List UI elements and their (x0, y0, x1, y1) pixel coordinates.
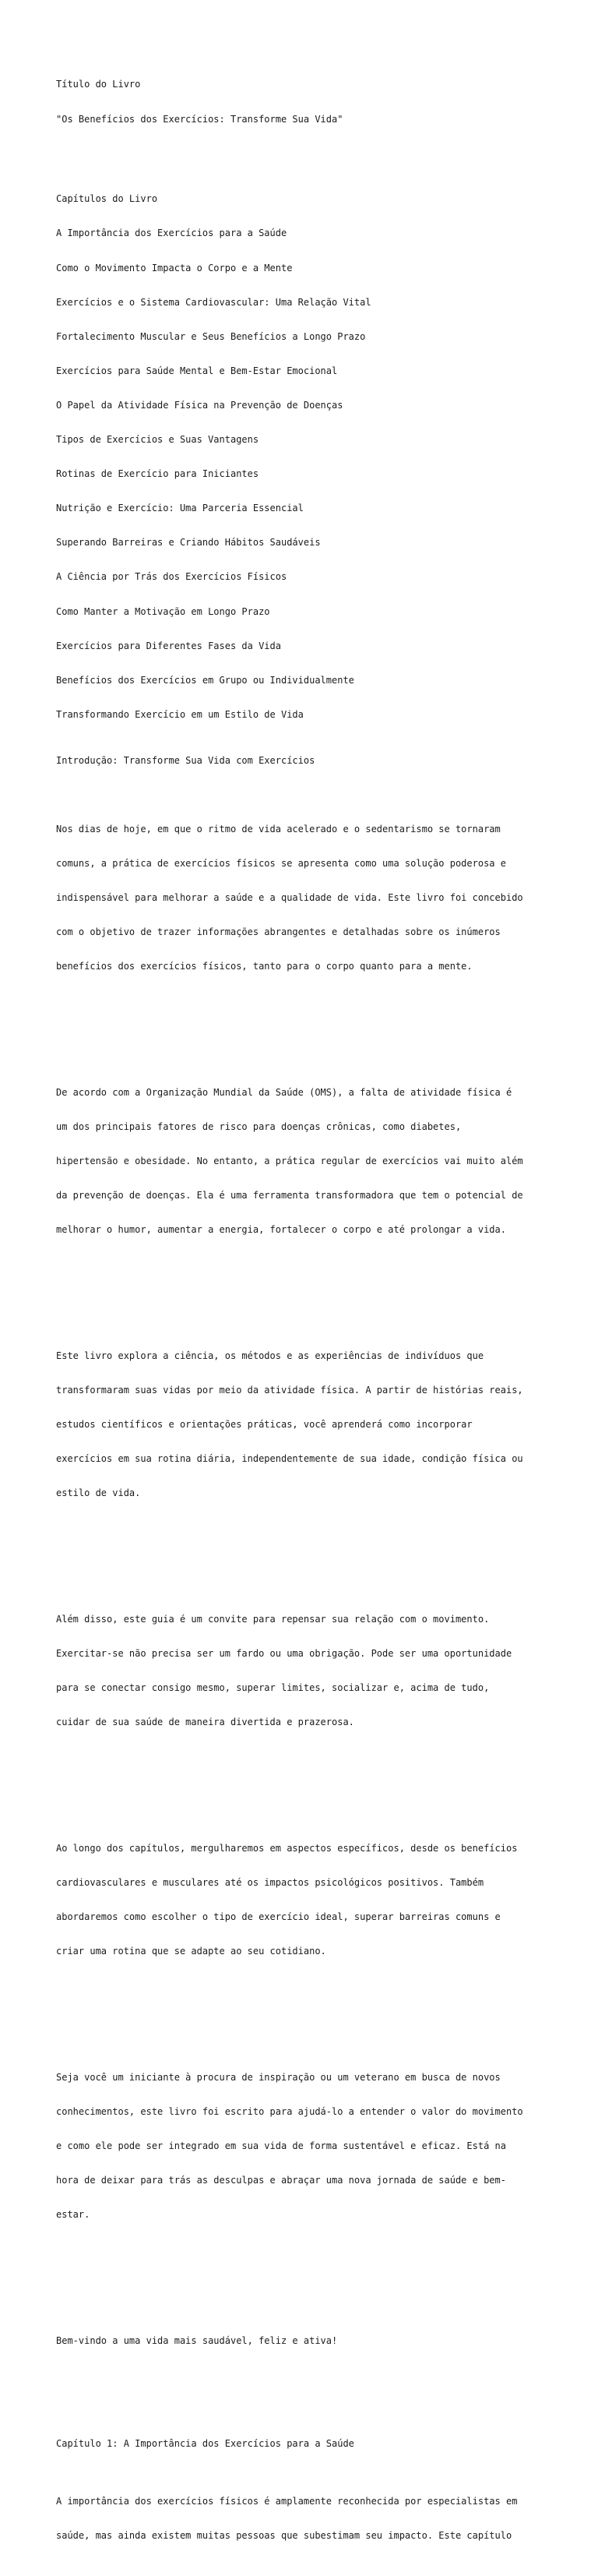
title-label: Título do Livro (56, 79, 141, 90)
spacer (56, 2267, 554, 2278)
book-title: "Os Benefícios dos Exercícios: Transforme Sua Vida" (56, 113, 343, 125)
text-line: saúde, mas ainda existem muitas pessoas que subestimam seu impacto. Este capítulo (56, 2529, 512, 2541)
text-line: e como ele pode ser integrado em sua vida de forma sustentável e eficaz. Está na (56, 2140, 506, 2152)
text-line: Bem-vindo a uma vida mais saudável, feliz e ativa! (56, 2335, 338, 2347)
text-line: um dos principais fatores de risco para doenças crônicas, como diabetes, (56, 1120, 462, 1132)
text-line: criar uma rotina que se adapte ao seu cotidiano. (56, 1946, 326, 1957)
spacer (56, 1774, 554, 1786)
text-line: conhecimentos, este livro foi escrito para ajudá-lo a entender o valor do movimento (56, 2106, 523, 2118)
chapter-list-item: Rotinas de Exercício para Iniciantes (56, 468, 259, 480)
chapter-list-item: Como Manter a Motivação em Longo Prazo (56, 605, 270, 617)
text-line: estilo de vida. (56, 1487, 141, 1499)
intro-paragraph-1 (56, 800, 554, 995)
text-line: cuidar de sua saúde de maneira divertida e prazerosa. (56, 1717, 354, 1728)
text-line: hipertensão e obesidade. No entanto, a prática regular de exercícios vai muito além (56, 1156, 523, 1167)
chapter-list-item: Superando Barreiras e Criando Hábitos Saudáveis (56, 537, 321, 549)
text-line: Exercitar-se não precisa ser um fardo ou uma obrigação. Pode ser uma oportunidade (56, 1648, 512, 1660)
spacer (56, 148, 554, 160)
text-line: abordaremos como escolher o tipo de exercício ideal, superar barreiras comuns e (56, 1911, 501, 1923)
text-line: Além disso, este guia é um convite para repensar sua relação com o movimento. (56, 1614, 490, 1625)
spacer (56, 2003, 554, 2015)
text-line: Nos dias de hoje, em que o ritmo de vida acelerado e o sedentarismo se tornaram (56, 823, 501, 835)
text-line: melhorar o humor, aumentar a energia, fortalecer o corpo e até prolongar a vida. (56, 1224, 506, 1236)
chapter-1-paragraph (56, 2472, 554, 2564)
text-line: transformaram suas vidas por meio da atividade física. A partir de histórias reais, (56, 1385, 523, 1396)
text-line: hora de deixar para trás as desculpas e abraçar uma nova jornada de saúde e bem- (56, 2175, 506, 2186)
document-page (56, 56, 554, 2576)
intro-paragraph-6 (56, 2049, 554, 2244)
chapter-list-item: Nutrição e Exercício: Uma Parceria Essencial (56, 503, 304, 514)
chapter-list-item: Tipos de Exercícios e Suas Vantagens (56, 434, 259, 446)
text-line: Seja você um iniciante à procura de inspiração ou um veterano em busca de novos (56, 2072, 501, 2083)
spacer (56, 1545, 554, 1557)
spacer (56, 1018, 554, 1030)
chapter-list-item: Benefícios dos Exercícios em Grupo ou Individualmente (56, 674, 354, 686)
intro-paragraph-7 (56, 2313, 554, 2370)
text-line: De acordo com a Organização Mundial da Saúde (OMS), a falta de atividade física é (56, 1086, 512, 1098)
chapter-list-item: Fortalecimento Muscular e Seus Benefícios a Longo Prazo (56, 330, 366, 342)
intro-paragraph-2 (56, 1064, 554, 1258)
text-line: com o objetivo de trazer informações abrangentes e detalhadas sobre os inúmeros (56, 926, 501, 938)
spacer (56, 1282, 554, 1293)
spacer (56, 2393, 554, 2405)
text-line: Este livro explora a ciência, os métodos e as experiências de indivíduos que (56, 1350, 484, 1361)
text-line: estudos científicos e orientações práticas, você aprenderá como incorporar (56, 1419, 473, 1431)
text-line: Ao longo dos capítulos, mergulharemos em aspectos específicos, desde os benefícios (56, 1843, 518, 1854)
chapter-list-item: Exercícios para Diferentes Fases da Vida (56, 640, 281, 651)
text-line: exercícios em sua rotina diária, independentemente de sua idade, condição física ou (56, 1453, 523, 1465)
text-line: benefícios dos exercícios físicos, tanto para o corpo quanto para a mente. (56, 961, 473, 972)
chapter-1-heading: Capítulo 1: A Importância dos Exercícios para a Saúde (56, 2438, 354, 2450)
text-line: A importância dos exercícios físicos é amplamente reconhecida por especialistas em (56, 2495, 518, 2507)
chapter-list-item: Exercícios e o Sistema Cardiovascular: Uma Relação Vital (56, 296, 371, 308)
text-line: para se conectar consigo mesmo, superar limites, socializar e, acima de tudo, (56, 1682, 490, 1694)
chapter-list-item: Transformando Exercício em um Estilo de Vida (56, 708, 304, 720)
text-line: comuns, a prática de exercícios físicos se apresenta como uma solução poderosa e (56, 857, 506, 869)
intro-paragraph-5 (56, 1820, 554, 1981)
chapters-label: Capítulos do Livro (56, 193, 158, 205)
chapter-list-item: Como o Movimento Impacta o Corpo e a Mente (56, 262, 293, 273)
chapter-list-item: Exercícios para Saúde Mental e Bem-Estar Emocional (56, 365, 338, 376)
text-line: estar. (56, 2209, 90, 2221)
intro-paragraph-4 (56, 1591, 554, 1752)
chapter-list-item: A Importância dos Exercícios para a Saúde (56, 228, 287, 239)
intro-heading: Introdução: Transforme Sua Vida com Exercícios (56, 754, 315, 766)
text-line: indispensável para melhorar a saúde e a qualidade de vida. Este livro foi concebido (56, 891, 523, 903)
text-line: cardiovasculares e musculares até os impactos psicológicos positivos. Também (56, 1877, 484, 1889)
text-line: da prevenção de doenças. Ela é uma ferramenta transformadora que tem o potencial de (56, 1190, 523, 1202)
chapter-list-item: O Papel da Atividade Física na Prevenção de Doenças (56, 399, 343, 411)
chapter-list-item: A Ciência por Trás dos Exercícios Físicos (56, 571, 287, 583)
intro-paragraph-3 (56, 1328, 554, 1523)
